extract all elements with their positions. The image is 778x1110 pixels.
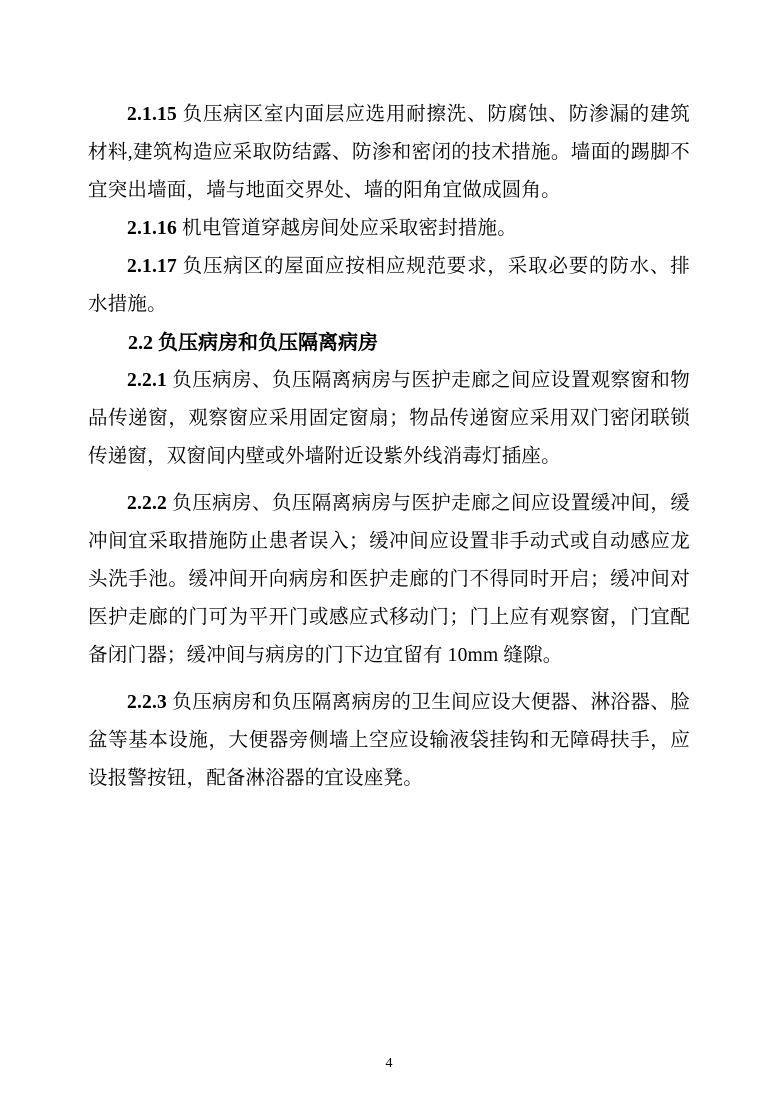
paragraph-text: 机电管道穿越房间处应采取密封措施。 [182, 218, 517, 239]
paragraph-number: 2.1.16 [127, 218, 177, 239]
section-heading-2-2 [88, 324, 690, 362]
paragraph-2-2-1 [88, 362, 690, 476]
paragraph-text: 负压病区的屋面应按相应规范要求，采取必要的防水、排水措施。 [88, 256, 690, 315]
paragraph-number: 2.1.17 [127, 256, 177, 277]
paragraph-number: 2.2.2 [127, 493, 167, 514]
page-number: 4 [385, 1056, 393, 1071]
paragraph-2-1-17 [88, 248, 690, 324]
paragraph-number: 2.1.15 [127, 104, 177, 125]
section-number: 2.2 [128, 332, 153, 354]
paragraph-text: 负压病房、负压隔离病房与医护走廊之间应设置观察窗和物品传递窗，观察窗应采用固定窗扇；物品传递窗应采用双门密闭联锁传递窗，双窗间内壁或外墙附近设紫外线消毒灯插座。 [88, 370, 690, 467]
paragraph-text: 负压病房、负压隔离病房与医护走廊之间应设置缓冲间，缓冲间宜采取措施防止患者误入；缓冲间应设置非手动式或自动感应龙头洗手池。缓冲间开向病房和医护走廊的门不得同时开启；缓冲间对医护走廊的门可为平开门或感应式移动门；门上应有观察窗，门宜配备闭门器；缓冲间与病房的门下边宜留有 10mm 缝隙。 [88, 493, 690, 666]
page-footer [0, 1056, 778, 1072]
paragraph-text: 负压病区室内面层应选用耐擦洗、防腐蚀、防渗漏的建筑材料,建筑构造应采取防结露、防渗和密闭的技术措施。墙面的踢脚不宜突出墙面，墙与地面交界处、墙的阳角宜做成圆角。 [88, 104, 690, 201]
paragraph-spacer [88, 476, 690, 485]
paragraph-2-1-15 [88, 96, 690, 210]
paragraph-spacer [88, 675, 690, 684]
paragraph-2-2-2 [88, 485, 690, 675]
paragraph-number: 2.2.1 [127, 370, 167, 391]
paragraph-text: 负压病房和负压隔离病房的卫生间应设大便器、淋浴器、脸盆等基本设施，大便器旁侧墙上空应设输液袋挂钩和无障碍扶手，应设报警按钮，配备淋浴器的宜设座凳。 [88, 692, 690, 789]
paragraph-2-1-16 [88, 210, 690, 248]
paragraph-number: 2.2.3 [127, 692, 167, 713]
document-content [88, 96, 690, 798]
section-title: 负压病房和负压隔离病房 [158, 332, 378, 354]
paragraph-2-2-3 [88, 684, 690, 798]
